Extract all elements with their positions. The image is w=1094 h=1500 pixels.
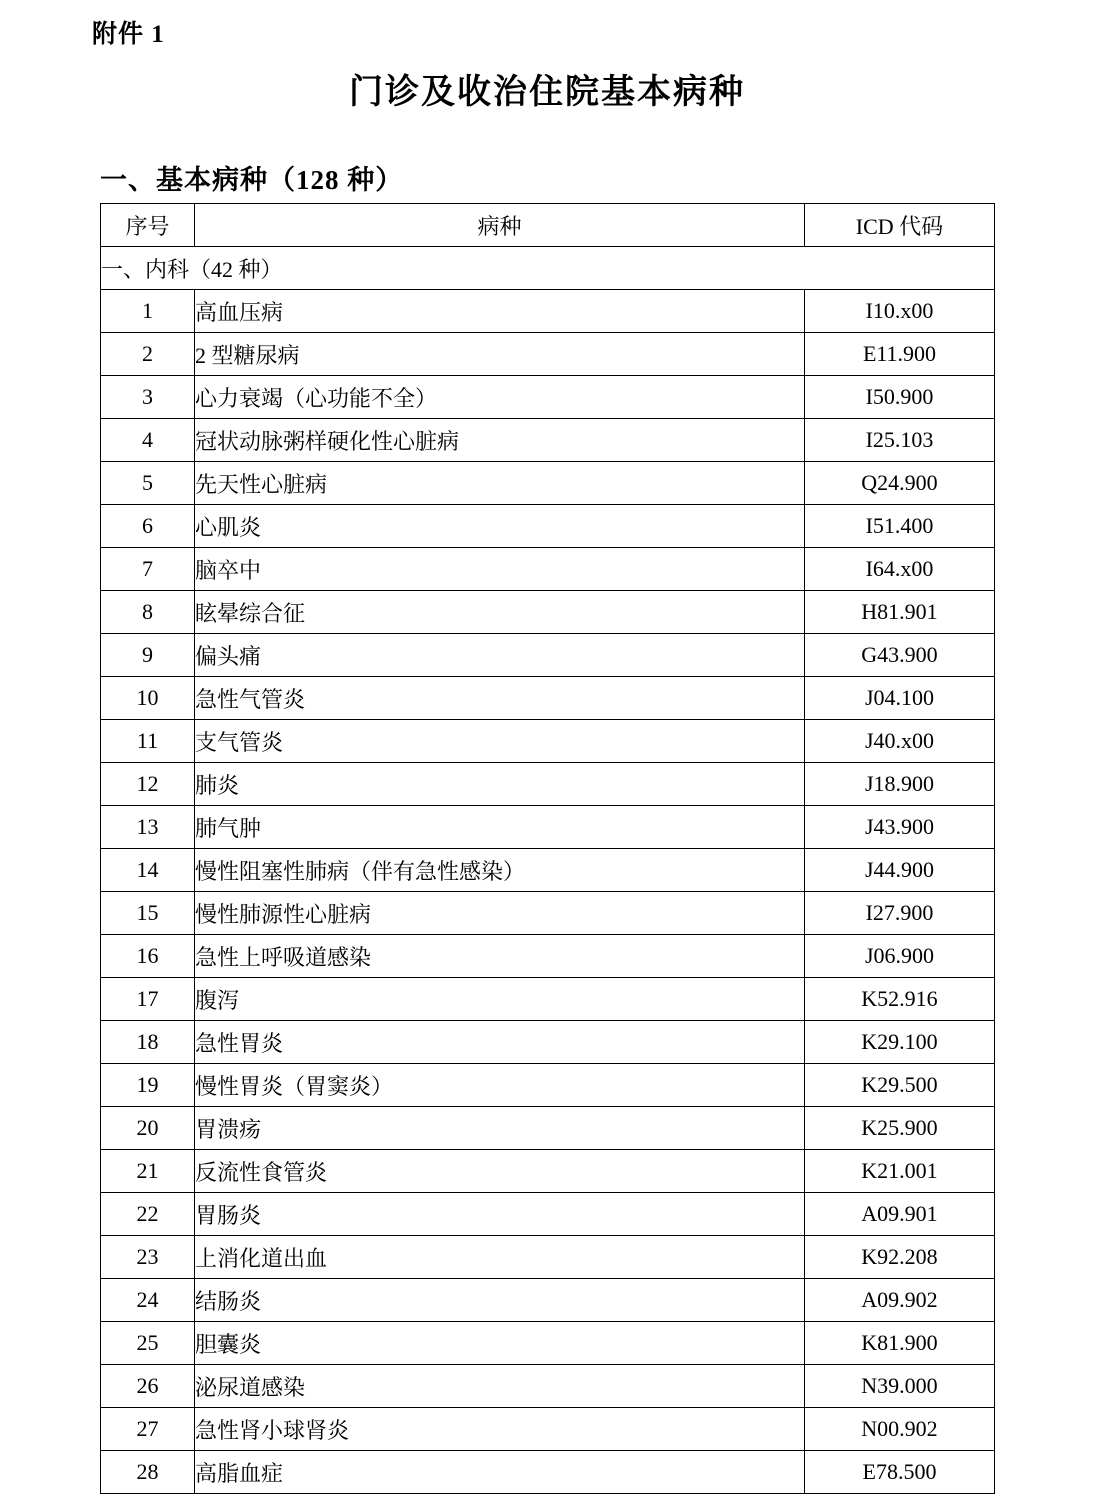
table-row bbox=[101, 505, 995, 548]
row-icd-code: G43.900 bbox=[805, 634, 995, 677]
row-disease-name: 慢性胃炎（胃窦炎） bbox=[195, 1064, 805, 1107]
table-row bbox=[101, 1150, 995, 1193]
row-number: 9 bbox=[101, 634, 195, 677]
row-icd-code: Q24.900 bbox=[805, 462, 995, 505]
row-icd-code: A09.901 bbox=[805, 1193, 995, 1236]
row-number: 10 bbox=[101, 677, 195, 720]
table-row bbox=[101, 376, 995, 419]
row-number: 19 bbox=[101, 1064, 195, 1107]
row-disease-name: 胆囊炎 bbox=[195, 1322, 805, 1365]
table-row bbox=[101, 677, 995, 720]
row-number: 2 bbox=[101, 333, 195, 376]
row-icd-code: H81.901 bbox=[805, 591, 995, 634]
table-row bbox=[101, 1279, 995, 1322]
row-icd-code: I50.900 bbox=[805, 376, 995, 419]
table-row bbox=[101, 462, 995, 505]
row-disease-name: 肺气肿 bbox=[195, 806, 805, 849]
row-disease-name: 胃溃疡 bbox=[195, 1107, 805, 1150]
row-icd-code: J18.900 bbox=[805, 763, 995, 806]
row-number: 4 bbox=[101, 419, 195, 462]
row-disease-name: 上消化道出血 bbox=[195, 1236, 805, 1279]
row-number: 25 bbox=[101, 1322, 195, 1365]
row-icd-code: K29.500 bbox=[805, 1064, 995, 1107]
row-disease-name: 慢性肺源性心脏病 bbox=[195, 892, 805, 935]
row-number: 12 bbox=[101, 763, 195, 806]
row-number: 8 bbox=[101, 591, 195, 634]
row-number: 26 bbox=[101, 1365, 195, 1408]
table-row bbox=[101, 892, 995, 935]
row-number: 15 bbox=[101, 892, 195, 935]
table-row bbox=[101, 763, 995, 806]
row-icd-code: I51.400 bbox=[805, 505, 995, 548]
row-number: 6 bbox=[101, 505, 195, 548]
row-disease-name: 先天性心脏病 bbox=[195, 462, 805, 505]
row-icd-code: N00.902 bbox=[805, 1408, 995, 1451]
row-disease-name: 脑卒中 bbox=[195, 548, 805, 591]
row-disease-name: 慢性阻塞性肺病（伴有急性感染） bbox=[195, 849, 805, 892]
row-icd-code: I10.x00 bbox=[805, 290, 995, 333]
table-row bbox=[101, 1107, 995, 1150]
table-row bbox=[101, 849, 995, 892]
row-number: 5 bbox=[101, 462, 195, 505]
table-row bbox=[101, 1365, 995, 1408]
row-icd-code: J06.900 bbox=[805, 935, 995, 978]
row-number: 1 bbox=[101, 290, 195, 333]
table-row bbox=[101, 634, 995, 677]
row-disease-name: 高脂血症 bbox=[195, 1451, 805, 1494]
row-number: 24 bbox=[101, 1279, 195, 1322]
table-row bbox=[101, 978, 995, 1021]
row-number: 13 bbox=[101, 806, 195, 849]
table-header bbox=[101, 204, 995, 247]
row-disease-name: 2 型糖尿病 bbox=[195, 333, 805, 376]
row-disease-name: 支气管炎 bbox=[195, 720, 805, 763]
row-disease-name: 眩晕综合征 bbox=[195, 591, 805, 634]
table-row bbox=[101, 1322, 995, 1365]
row-number: 27 bbox=[101, 1408, 195, 1451]
table-row bbox=[101, 1193, 995, 1236]
table-row bbox=[101, 548, 995, 591]
row-number: 14 bbox=[101, 849, 195, 892]
row-icd-code: K25.900 bbox=[805, 1107, 995, 1150]
row-icd-code: E11.900 bbox=[805, 333, 995, 376]
row-icd-code: A09.902 bbox=[805, 1279, 995, 1322]
table-row bbox=[101, 290, 995, 333]
row-number: 28 bbox=[101, 1451, 195, 1494]
row-icd-code: K21.001 bbox=[805, 1150, 995, 1193]
row-icd-code: N39.000 bbox=[805, 1365, 995, 1408]
row-disease-name: 泌尿道感染 bbox=[195, 1365, 805, 1408]
row-disease-name: 急性上呼吸道感染 bbox=[195, 935, 805, 978]
table-body bbox=[101, 247, 995, 1494]
row-number: 11 bbox=[101, 720, 195, 763]
row-disease-name: 反流性食管炎 bbox=[195, 1150, 805, 1193]
row-disease-name: 冠状动脉粥样硬化性心脏病 bbox=[195, 419, 805, 462]
row-number: 3 bbox=[101, 376, 195, 419]
row-icd-code: K81.900 bbox=[805, 1322, 995, 1365]
row-disease-name: 结肠炎 bbox=[195, 1279, 805, 1322]
row-icd-code: K52.916 bbox=[805, 978, 995, 1021]
table-row bbox=[101, 720, 995, 763]
column-header-icd: ICD 代码 bbox=[805, 204, 995, 247]
row-icd-code: J43.900 bbox=[805, 806, 995, 849]
attachment-label: 附件 1 bbox=[92, 21, 165, 48]
row-disease-name: 急性气管炎 bbox=[195, 677, 805, 720]
table-row bbox=[101, 591, 995, 634]
row-number: 22 bbox=[101, 1193, 195, 1236]
row-icd-code: I64.x00 bbox=[805, 548, 995, 591]
table-row bbox=[101, 1236, 995, 1279]
row-icd-code: I27.900 bbox=[805, 892, 995, 935]
row-disease-name: 心肌炎 bbox=[195, 505, 805, 548]
row-number: 23 bbox=[101, 1236, 195, 1279]
group-label: 一、内科（42 种） bbox=[101, 247, 995, 290]
row-icd-code: J44.900 bbox=[805, 849, 995, 892]
row-disease-name: 肺炎 bbox=[195, 763, 805, 806]
row-disease-name: 偏头痛 bbox=[195, 634, 805, 677]
row-number: 17 bbox=[101, 978, 195, 1021]
row-icd-code: I25.103 bbox=[805, 419, 995, 462]
column-header-num: 序号 bbox=[101, 204, 195, 247]
row-disease-name: 急性胃炎 bbox=[195, 1021, 805, 1064]
row-disease-name: 心力衰竭（心功能不全） bbox=[195, 376, 805, 419]
row-number: 16 bbox=[101, 935, 195, 978]
table-row bbox=[101, 935, 995, 978]
row-number: 18 bbox=[101, 1021, 195, 1064]
table-row bbox=[101, 1021, 995, 1064]
table-group-row bbox=[101, 247, 995, 290]
row-icd-code: K29.100 bbox=[805, 1021, 995, 1064]
row-icd-code: E78.500 bbox=[805, 1451, 995, 1494]
row-icd-code: J04.100 bbox=[805, 677, 995, 720]
row-number: 21 bbox=[101, 1150, 195, 1193]
table-row bbox=[101, 419, 995, 462]
section-heading: 一、基本病种（128 种） bbox=[100, 165, 404, 195]
row-disease-name: 胃肠炎 bbox=[195, 1193, 805, 1236]
column-header-name: 病种 bbox=[195, 204, 805, 247]
row-number: 20 bbox=[101, 1107, 195, 1150]
table-row bbox=[101, 333, 995, 376]
row-disease-name: 急性肾小球肾炎 bbox=[195, 1408, 805, 1451]
disease-table bbox=[100, 203, 995, 1494]
row-icd-code: K92.208 bbox=[805, 1236, 995, 1279]
table-row bbox=[101, 1064, 995, 1107]
table-header-row bbox=[101, 204, 995, 247]
row-disease-name: 腹泻 bbox=[195, 978, 805, 1021]
row-number: 7 bbox=[101, 548, 195, 591]
row-disease-name: 高血压病 bbox=[195, 290, 805, 333]
table-row bbox=[101, 1451, 995, 1494]
page-title: 门诊及收治住院基本病种 bbox=[349, 74, 745, 111]
table-row bbox=[101, 1408, 995, 1451]
row-icd-code: J40.x00 bbox=[805, 720, 995, 763]
table-row bbox=[101, 806, 995, 849]
